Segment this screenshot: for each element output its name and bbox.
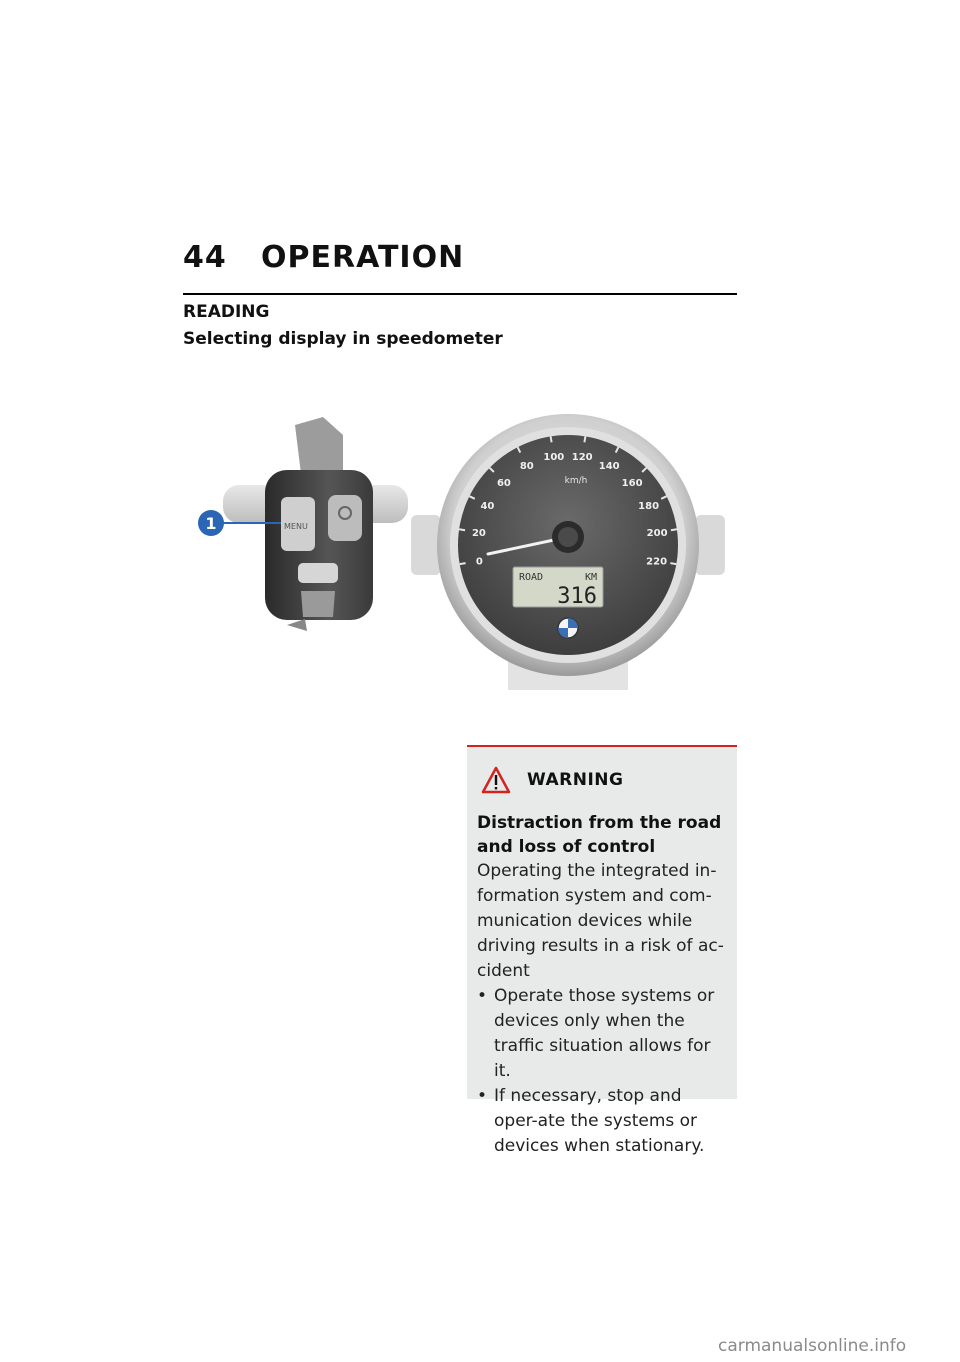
speedometer-tick-label: 180: [638, 501, 660, 512]
warning-list: [477, 984, 727, 1159]
warning-title: Distraction from the road and loss of control: [477, 813, 722, 857]
warning-box: [467, 745, 737, 1156]
section-title: READING: [183, 302, 270, 322]
speedometer-tick-label: 40: [480, 501, 495, 512]
speedometer-tick-label: 80: [519, 461, 534, 472]
speedometer-tick-mark: [459, 529, 465, 530]
subsection-title: Selecting display in speedometer: [183, 329, 503, 349]
speedometer-tick-label: 140: [598, 461, 620, 472]
speedometer-tick-label: 100: [543, 452, 565, 464]
header-rule: [183, 293, 737, 295]
lcd-value: 316: [557, 584, 597, 609]
speedometer-tick-mark: [584, 436, 585, 442]
speed-unit-label: km/h: [564, 476, 588, 486]
speedometer-tick-mark: [671, 529, 677, 530]
warning-label: WARNING: [527, 770, 624, 790]
list-item: • Operate those systems or devices only when the traffic situation allows for it.: [477, 984, 727, 1084]
warning-header: [477, 765, 727, 795]
warning-triangle-icon: [481, 766, 511, 794]
speedometer-tick-mark: [551, 436, 552, 442]
menu-label: MENU: [284, 522, 308, 531]
lcd-mode: ROAD: [519, 572, 544, 583]
speedometer-tick-label: 200: [646, 528, 668, 540]
lcd-unit: KM: [584, 572, 597, 583]
figure-switch-and-speedometer: [183, 395, 738, 695]
speedometer-tick-label: 20: [471, 528, 486, 540]
page-number: 44: [183, 240, 227, 275]
page-header: [183, 240, 737, 275]
warning-body: Operating the integrated in-formation system and com-munication devices while driving results in a risk of ac-cident: [477, 861, 724, 981]
list-item: • If necessary, stop and oper-ate the systems or devices when stationary.: [477, 1084, 727, 1159]
speedometer-tick-label: 120: [571, 452, 593, 464]
speedometer-tick-label: 0: [475, 556, 483, 568]
callout-number: 1: [205, 514, 217, 533]
watermark: carmanualsonline.info: [718, 1336, 907, 1356]
speedometer-tick-label: 220: [646, 556, 668, 568]
speedometer-tick-mark: [670, 563, 676, 564]
speedometer-illustration: [411, 414, 725, 690]
speedometer-tick-label: 60: [496, 477, 511, 489]
speedometer-tick-mark: [460, 563, 466, 564]
chapter-title: OPERATION: [261, 240, 465, 275]
speedometer-tick-label: 160: [621, 477, 643, 489]
